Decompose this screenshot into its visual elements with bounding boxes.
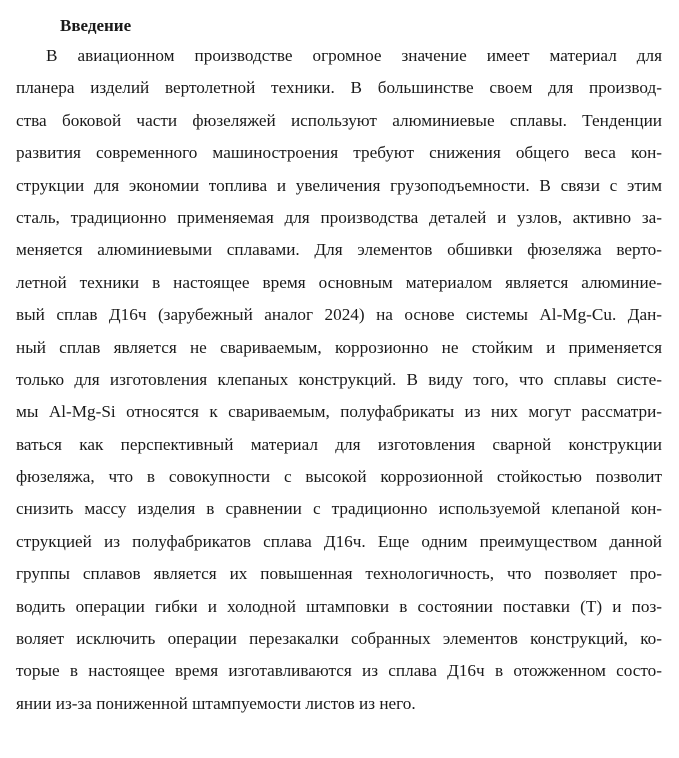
text-line: меняется алюминиевыми сплавами. Для элементов обшивки фюзеляжа верто-	[16, 240, 662, 260]
text-line: водить операции гибки и холодной штамповки в состоянии поставки (Т) и поз-	[16, 596, 662, 616]
text-line: сталь, традиционно применяемая для производства деталей и узлов, активно за-	[16, 207, 662, 227]
text-line: ваться как перспективный материал для изготовления сварной конструкции	[16, 434, 662, 454]
text-line: воляет исключить операции перезакалки собранных элементов конструкций, ко-	[16, 629, 662, 649]
text-line: струкцией из полуфабрикатов сплава Д16ч. Еще одним преимуществом данной	[16, 531, 662, 551]
text-line: снизить массу изделия в сравнении с традиционно используемой клепаной кон-	[16, 499, 662, 519]
text-line: развития современного машиностроения требуют снижения общего веса кон-	[16, 143, 662, 163]
text-line: янии из-за пониженной штампуемости листов из него.	[16, 693, 416, 713]
text-line: мы Al-Mg-Si относятся к свариваемым, полуфабрикаты из них могут рассматри-	[16, 402, 662, 422]
text-line: фюзеляжа, что в совокупности с высокой коррозионной стойкостью позволит	[16, 467, 662, 487]
text-line: ный сплав является не свариваемым, коррозионно не стойким и применяется	[16, 337, 662, 357]
text-line: летной техники в настоящее время основным материалом является алюминие-	[16, 272, 662, 292]
body-text	[16, 40, 662, 720]
section-heading: Введение	[60, 16, 132, 35]
text-line: вый сплав Д16ч (зарубежный аналог 2024) на основе системы Al-Mg-Cu. Дан-	[16, 305, 662, 325]
text-line: группы сплавов является их повышенная технологичность, что позволяет про-	[16, 564, 662, 584]
text-line: только для изготовления клепаных конструкций. В виду того, что сплавы систе-	[16, 369, 662, 389]
text-line: ства боковой части фюзеляжей используют алюминиевые сплавы. Тенденции	[16, 110, 662, 130]
text-line: В авиационном производстве огромное значение имеет материал для	[46, 46, 662, 65]
text-line: планера изделий вертолетной техники. В большинстве своем для производ-	[16, 78, 662, 98]
text-line: торые в настоящее время изготавливаются из сплава Д16ч в отожженном состо-	[16, 661, 662, 681]
text-line: струкции для экономии топлива и увеличения грузоподъемности. В связи с этим	[16, 175, 662, 195]
